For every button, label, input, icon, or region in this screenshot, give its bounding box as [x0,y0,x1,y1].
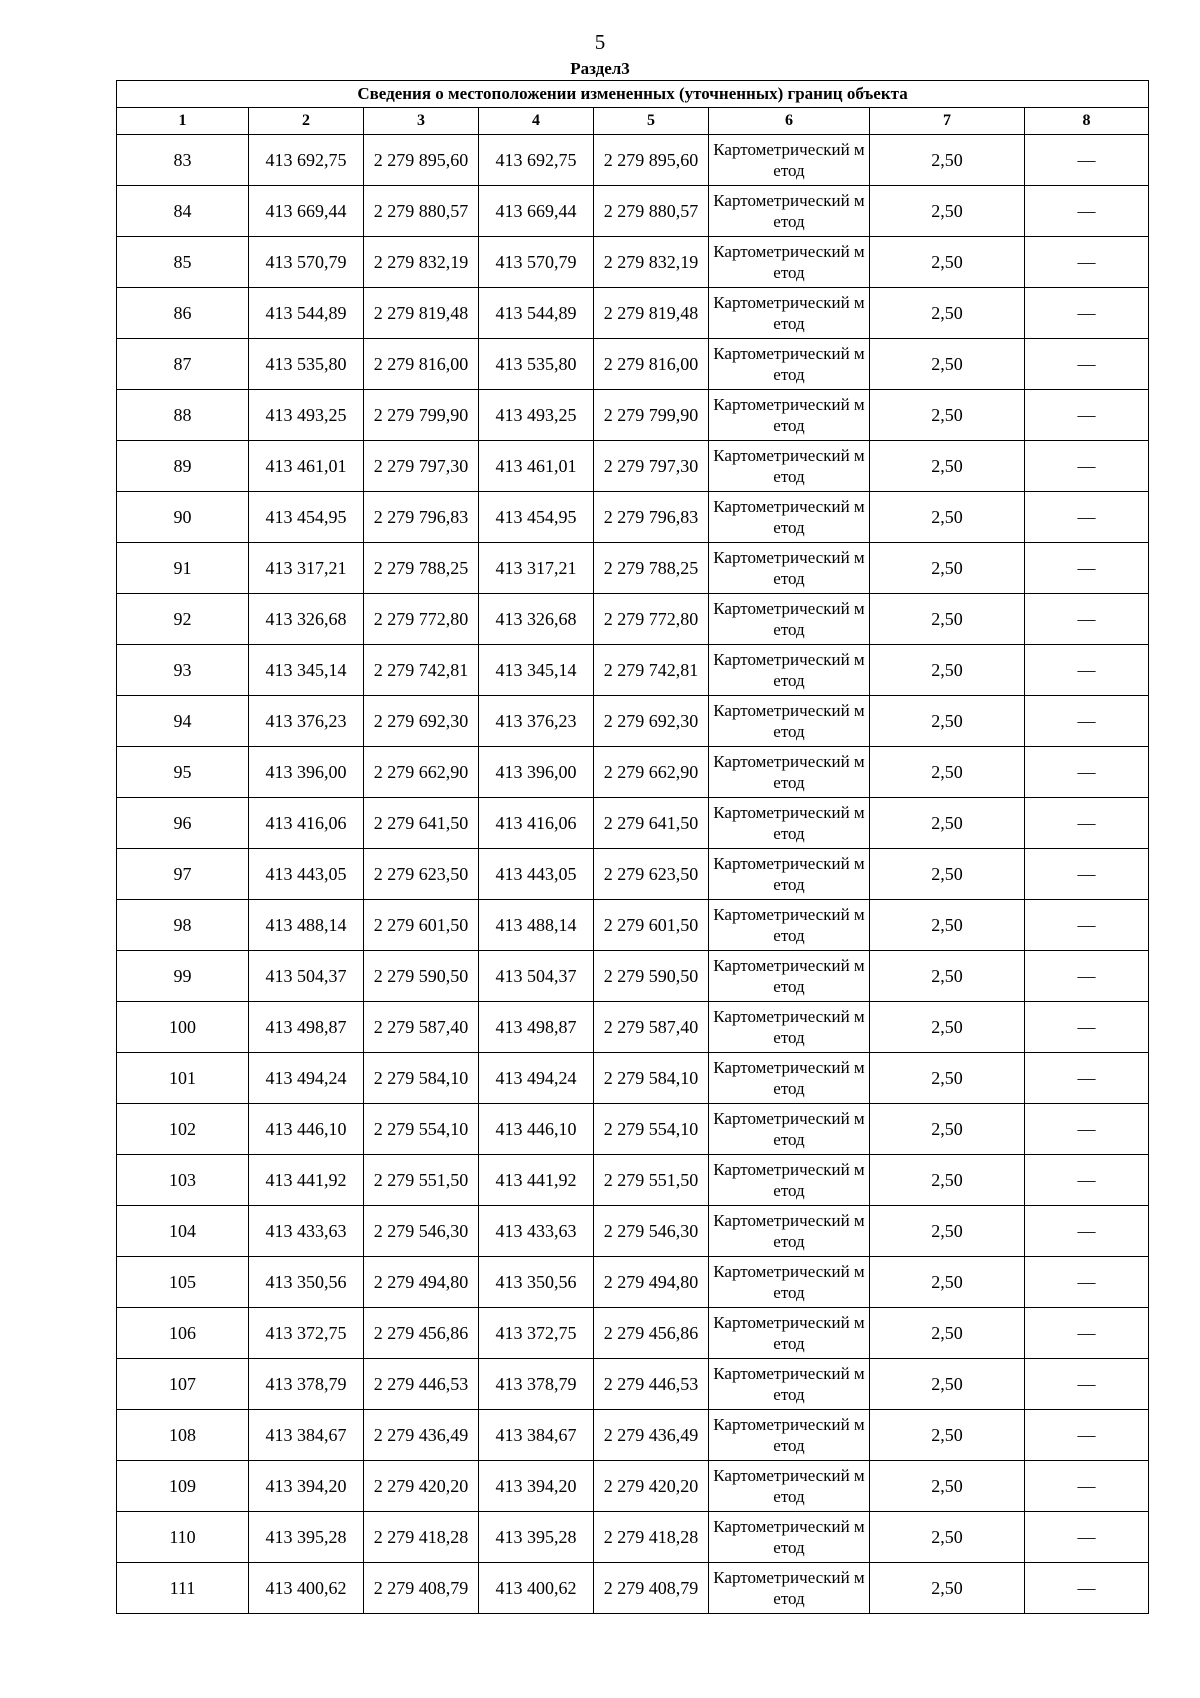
accuracy-cell: 2,50 [870,951,1025,1002]
y-existing-cell: 2 279 799,90 [364,390,479,441]
table-row [117,1461,1149,1512]
y-existing-cell: 2 279 446,53 [364,1359,479,1410]
y-new-cell: 2 279 772,80 [594,594,709,645]
accuracy-cell: 2,50 [870,492,1025,543]
point-number-cell: 83 [117,135,249,186]
x-new-cell: 413 378,79 [479,1359,594,1410]
x-new-cell: 413 345,14 [479,645,594,696]
y-new-cell: 2 279 587,40 [594,1002,709,1053]
y-existing-cell: 2 279 623,50 [364,849,479,900]
method-cell: Картометрический метод [709,747,870,798]
accuracy-cell: 2,50 [870,1002,1025,1053]
method-cell: Картометрический метод [709,237,870,288]
y-new-cell: 2 279 418,28 [594,1512,709,1563]
point-number-cell: 99 [117,951,249,1002]
description-cell: — [1025,645,1149,696]
accuracy-cell: 2,50 [870,288,1025,339]
method-cell: Картометрический метод [709,849,870,900]
x-new-cell: 413 317,21 [479,543,594,594]
y-existing-cell: 2 279 819,48 [364,288,479,339]
x-existing-cell: 413 504,37 [249,951,364,1002]
table-row [117,135,1149,186]
method-cell: Картометрический метод [709,441,870,492]
description-cell: — [1025,798,1149,849]
table-row [117,1206,1149,1257]
x-existing-cell: 413 443,05 [249,849,364,900]
description-cell: — [1025,1512,1149,1563]
y-new-cell: 2 279 662,90 [594,747,709,798]
x-existing-cell: 413 416,06 [249,798,364,849]
point-number-cell: 89 [117,441,249,492]
method-cell: Картометрический метод [709,135,870,186]
description-cell: — [1025,135,1149,186]
table-row [117,1053,1149,1104]
accuracy-cell: 2,50 [870,594,1025,645]
point-number-cell: 84 [117,186,249,237]
method-cell: Картометрический метод [709,1410,870,1461]
point-number-cell: 86 [117,288,249,339]
point-number-cell: 110 [117,1512,249,1563]
y-new-cell: 2 279 494,80 [594,1257,709,1308]
description-cell: — [1025,441,1149,492]
x-existing-cell: 413 396,00 [249,747,364,798]
method-cell: Картометрический метод [709,1206,870,1257]
method-cell: Картометрический метод [709,1155,870,1206]
x-existing-cell: 413 395,28 [249,1512,364,1563]
y-existing-cell: 2 279 880,57 [364,186,479,237]
x-new-cell: 413 692,75 [479,135,594,186]
y-existing-cell: 2 279 494,80 [364,1257,479,1308]
point-number-cell: 85 [117,237,249,288]
method-cell: Картометрический метод [709,900,870,951]
x-new-cell: 413 544,89 [479,288,594,339]
x-existing-cell: 413 378,79 [249,1359,364,1410]
point-number-cell: 109 [117,1461,249,1512]
x-existing-cell: 413 493,25 [249,390,364,441]
method-cell: Картометрический метод [709,288,870,339]
point-number-cell: 104 [117,1206,249,1257]
x-new-cell: 413 443,05 [479,849,594,900]
description-cell: — [1025,543,1149,594]
column-number: 4 [479,108,594,135]
y-new-cell: 2 279 590,50 [594,951,709,1002]
x-existing-cell: 413 350,56 [249,1257,364,1308]
accuracy-cell: 2,50 [870,645,1025,696]
y-existing-cell: 2 279 584,10 [364,1053,479,1104]
accuracy-cell: 2,50 [870,849,1025,900]
x-existing-cell: 413 384,67 [249,1410,364,1461]
x-new-cell: 413 416,06 [479,798,594,849]
y-existing-cell: 2 279 436,49 [364,1410,479,1461]
column-number-row [117,108,1149,135]
y-new-cell: 2 279 742,81 [594,645,709,696]
y-new-cell: 2 279 456,86 [594,1308,709,1359]
point-number-cell: 103 [117,1155,249,1206]
x-new-cell: 413 441,92 [479,1155,594,1206]
y-existing-cell: 2 279 551,50 [364,1155,479,1206]
accuracy-cell: 2,50 [870,1308,1025,1359]
method-cell: Картометрический метод [709,1563,870,1614]
y-existing-cell: 2 279 832,19 [364,237,479,288]
description-cell: — [1025,900,1149,951]
section-title: Раздел3 [570,59,630,78]
table-row [117,1155,1149,1206]
x-new-cell: 413 570,79 [479,237,594,288]
point-number-cell: 96 [117,798,249,849]
y-existing-cell: 2 279 797,30 [364,441,479,492]
y-existing-cell: 2 279 662,90 [364,747,479,798]
table-row [117,951,1149,1002]
y-existing-cell: 2 279 590,50 [364,951,479,1002]
x-new-cell: 413 535,80 [479,339,594,390]
x-new-cell: 413 350,56 [479,1257,594,1308]
accuracy-cell: 2,50 [870,1410,1025,1461]
method-cell: Картометрический метод [709,1308,870,1359]
accuracy-cell: 2,50 [870,747,1025,798]
point-number-cell: 94 [117,696,249,747]
y-existing-cell: 2 279 641,50 [364,798,479,849]
y-new-cell: 2 279 816,00 [594,339,709,390]
description-cell: — [1025,594,1149,645]
x-new-cell: 413 372,75 [479,1308,594,1359]
y-existing-cell: 2 279 546,30 [364,1206,479,1257]
accuracy-cell: 2,50 [870,798,1025,849]
method-cell: Картометрический метод [709,1257,870,1308]
y-new-cell: 2 279 408,79 [594,1563,709,1614]
x-new-cell: 413 446,10 [479,1104,594,1155]
point-number-cell: 97 [117,849,249,900]
point-number-cell: 92 [117,594,249,645]
x-existing-cell: 413 692,75 [249,135,364,186]
method-cell: Картометрический метод [709,492,870,543]
description-cell: — [1025,1053,1149,1104]
table-row [117,1359,1149,1410]
x-new-cell: 413 395,28 [479,1512,594,1563]
accuracy-cell: 2,50 [870,186,1025,237]
description-cell: — [1025,696,1149,747]
description-cell: — [1025,1563,1149,1614]
table-row [117,747,1149,798]
table-row [117,1257,1149,1308]
y-new-cell: 2 279 446,53 [594,1359,709,1410]
x-existing-cell: 413 544,89 [249,288,364,339]
x-existing-cell: 413 488,14 [249,900,364,951]
accuracy-cell: 2,50 [870,1053,1025,1104]
boundary-coordinates-table [116,80,1149,1614]
x-existing-cell: 413 345,14 [249,645,364,696]
description-cell: — [1025,1002,1149,1053]
accuracy-cell: 2,50 [870,1359,1025,1410]
method-cell: Картометрический метод [709,951,870,1002]
column-number: 2 [249,108,364,135]
y-new-cell: 2 279 641,50 [594,798,709,849]
y-existing-cell: 2 279 742,81 [364,645,479,696]
accuracy-cell: 2,50 [870,900,1025,951]
y-existing-cell: 2 279 895,60 [364,135,479,186]
point-number-cell: 108 [117,1410,249,1461]
description-cell: — [1025,1104,1149,1155]
point-number-cell: 102 [117,1104,249,1155]
x-new-cell: 413 396,00 [479,747,594,798]
accuracy-cell: 2,50 [870,1461,1025,1512]
table-row [117,237,1149,288]
x-existing-cell: 413 441,92 [249,1155,364,1206]
y-existing-cell: 2 279 420,20 [364,1461,479,1512]
table-row [117,492,1149,543]
point-number-cell: 98 [117,900,249,951]
accuracy-cell: 2,50 [870,543,1025,594]
point-number-cell: 106 [117,1308,249,1359]
description-cell: — [1025,747,1149,798]
x-new-cell: 413 400,62 [479,1563,594,1614]
column-number: 3 [364,108,479,135]
table-row [117,441,1149,492]
x-existing-cell: 413 317,21 [249,543,364,594]
accuracy-cell: 2,50 [870,1155,1025,1206]
y-new-cell: 2 279 692,30 [594,696,709,747]
accuracy-cell: 2,50 [870,1512,1025,1563]
y-new-cell: 2 279 796,83 [594,492,709,543]
point-number-cell: 101 [117,1053,249,1104]
accuracy-cell: 2,50 [870,696,1025,747]
description-cell: — [1025,849,1149,900]
method-cell: Картометрический метод [709,339,870,390]
y-existing-cell: 2 279 772,80 [364,594,479,645]
y-existing-cell: 2 279 418,28 [364,1512,479,1563]
column-number: 1 [117,108,249,135]
point-number-cell: 100 [117,1002,249,1053]
accuracy-cell: 2,50 [870,1104,1025,1155]
description-cell: — [1025,1257,1149,1308]
method-cell: Картометрический метод [709,1461,870,1512]
description-cell: — [1025,1461,1149,1512]
x-new-cell: 413 504,37 [479,951,594,1002]
x-new-cell: 413 454,95 [479,492,594,543]
y-existing-cell: 2 279 587,40 [364,1002,479,1053]
method-cell: Картометрический метод [709,1512,870,1563]
x-existing-cell: 413 669,44 [249,186,364,237]
point-number-cell: 88 [117,390,249,441]
description-cell: — [1025,1359,1149,1410]
x-existing-cell: 413 372,75 [249,1308,364,1359]
table-row [117,798,1149,849]
accuracy-cell: 2,50 [870,390,1025,441]
x-new-cell: 413 493,25 [479,390,594,441]
x-existing-cell: 413 433,63 [249,1206,364,1257]
accuracy-cell: 2,50 [870,339,1025,390]
y-existing-cell: 2 279 692,30 [364,696,479,747]
x-new-cell: 413 498,87 [479,1002,594,1053]
y-existing-cell: 2 279 408,79 [364,1563,479,1614]
y-new-cell: 2 279 880,57 [594,186,709,237]
point-number-cell: 91 [117,543,249,594]
y-new-cell: 2 279 554,10 [594,1104,709,1155]
table-row [117,390,1149,441]
x-existing-cell: 413 570,79 [249,237,364,288]
method-cell: Картометрический метод [709,1053,870,1104]
y-new-cell: 2 279 819,48 [594,288,709,339]
y-new-cell: 2 279 623,50 [594,849,709,900]
y-new-cell: 2 279 601,50 [594,900,709,951]
description-cell: — [1025,1206,1149,1257]
table-caption: Сведения о местоположении измененных (уточненных) границ объекта [117,81,1149,108]
y-existing-cell: 2 279 601,50 [364,900,479,951]
x-existing-cell: 413 535,80 [249,339,364,390]
accuracy-cell: 2,50 [870,1206,1025,1257]
accuracy-cell: 2,50 [870,441,1025,492]
description-cell: — [1025,492,1149,543]
table-row [117,594,1149,645]
x-new-cell: 413 384,67 [479,1410,594,1461]
y-existing-cell: 2 279 796,83 [364,492,479,543]
point-number-cell: 93 [117,645,249,696]
table-row [117,288,1149,339]
description-cell: — [1025,237,1149,288]
x-new-cell: 413 488,14 [479,900,594,951]
x-existing-cell: 413 494,24 [249,1053,364,1104]
table-row [117,186,1149,237]
x-existing-cell: 413 498,87 [249,1002,364,1053]
y-existing-cell: 2 279 456,86 [364,1308,479,1359]
method-cell: Картометрический метод [709,645,870,696]
table-row [117,900,1149,951]
x-new-cell: 413 326,68 [479,594,594,645]
point-number-cell: 95 [117,747,249,798]
table-row [117,645,1149,696]
accuracy-cell: 2,50 [870,237,1025,288]
point-number-cell: 107 [117,1359,249,1410]
table-row [117,1002,1149,1053]
x-existing-cell: 413 461,01 [249,441,364,492]
x-new-cell: 413 376,23 [479,696,594,747]
column-number: 6 [709,108,870,135]
y-new-cell: 2 279 895,60 [594,135,709,186]
method-cell: Картометрический метод [709,798,870,849]
table-row [117,543,1149,594]
method-cell: Картометрический метод [709,696,870,747]
description-cell: — [1025,186,1149,237]
x-existing-cell: 413 454,95 [249,492,364,543]
point-number-cell: 105 [117,1257,249,1308]
y-new-cell: 2 279 546,30 [594,1206,709,1257]
y-existing-cell: 2 279 816,00 [364,339,479,390]
y-new-cell: 2 279 799,90 [594,390,709,441]
table-row [117,339,1149,390]
y-existing-cell: 2 279 554,10 [364,1104,479,1155]
x-existing-cell: 413 446,10 [249,1104,364,1155]
description-cell: — [1025,1155,1149,1206]
description-cell: — [1025,1410,1149,1461]
y-existing-cell: 2 279 788,25 [364,543,479,594]
table-row [117,1563,1149,1614]
y-new-cell: 2 279 420,20 [594,1461,709,1512]
y-new-cell: 2 279 436,49 [594,1410,709,1461]
x-new-cell: 413 669,44 [479,186,594,237]
x-existing-cell: 413 326,68 [249,594,364,645]
method-cell: Картометрический метод [709,543,870,594]
x-existing-cell: 413 394,20 [249,1461,364,1512]
column-number: 8 [1025,108,1149,135]
y-new-cell: 2 279 584,10 [594,1053,709,1104]
description-cell: — [1025,390,1149,441]
description-cell: — [1025,951,1149,1002]
table-row [117,1410,1149,1461]
accuracy-cell: 2,50 [870,135,1025,186]
description-cell: — [1025,288,1149,339]
x-new-cell: 413 394,20 [479,1461,594,1512]
accuracy-cell: 2,50 [870,1257,1025,1308]
point-number-cell: 111 [117,1563,249,1614]
method-cell: Картометрический метод [709,594,870,645]
column-number: 5 [594,108,709,135]
method-cell: Картометрический метод [709,1002,870,1053]
description-cell: — [1025,339,1149,390]
y-new-cell: 2 279 788,25 [594,543,709,594]
x-new-cell: 413 433,63 [479,1206,594,1257]
y-new-cell: 2 279 551,50 [594,1155,709,1206]
x-existing-cell: 413 400,62 [249,1563,364,1614]
point-number-cell: 90 [117,492,249,543]
x-new-cell: 413 494,24 [479,1053,594,1104]
method-cell: Картометрический метод [709,186,870,237]
accuracy-cell: 2,50 [870,1563,1025,1614]
method-cell: Картометрический метод [709,1359,870,1410]
x-new-cell: 413 461,01 [479,441,594,492]
x-existing-cell: 413 376,23 [249,696,364,747]
table-row [117,849,1149,900]
y-new-cell: 2 279 832,19 [594,237,709,288]
table-row [117,1104,1149,1155]
column-number: 7 [870,108,1025,135]
table-row [117,1512,1149,1563]
table-row [117,1308,1149,1359]
table-row [117,696,1149,747]
y-new-cell: 2 279 797,30 [594,441,709,492]
page-number: 5 [594,30,606,54]
point-number-cell: 87 [117,339,249,390]
description-cell: — [1025,1308,1149,1359]
method-cell: Картометрический метод [709,390,870,441]
method-cell: Картометрический метод [709,1104,870,1155]
